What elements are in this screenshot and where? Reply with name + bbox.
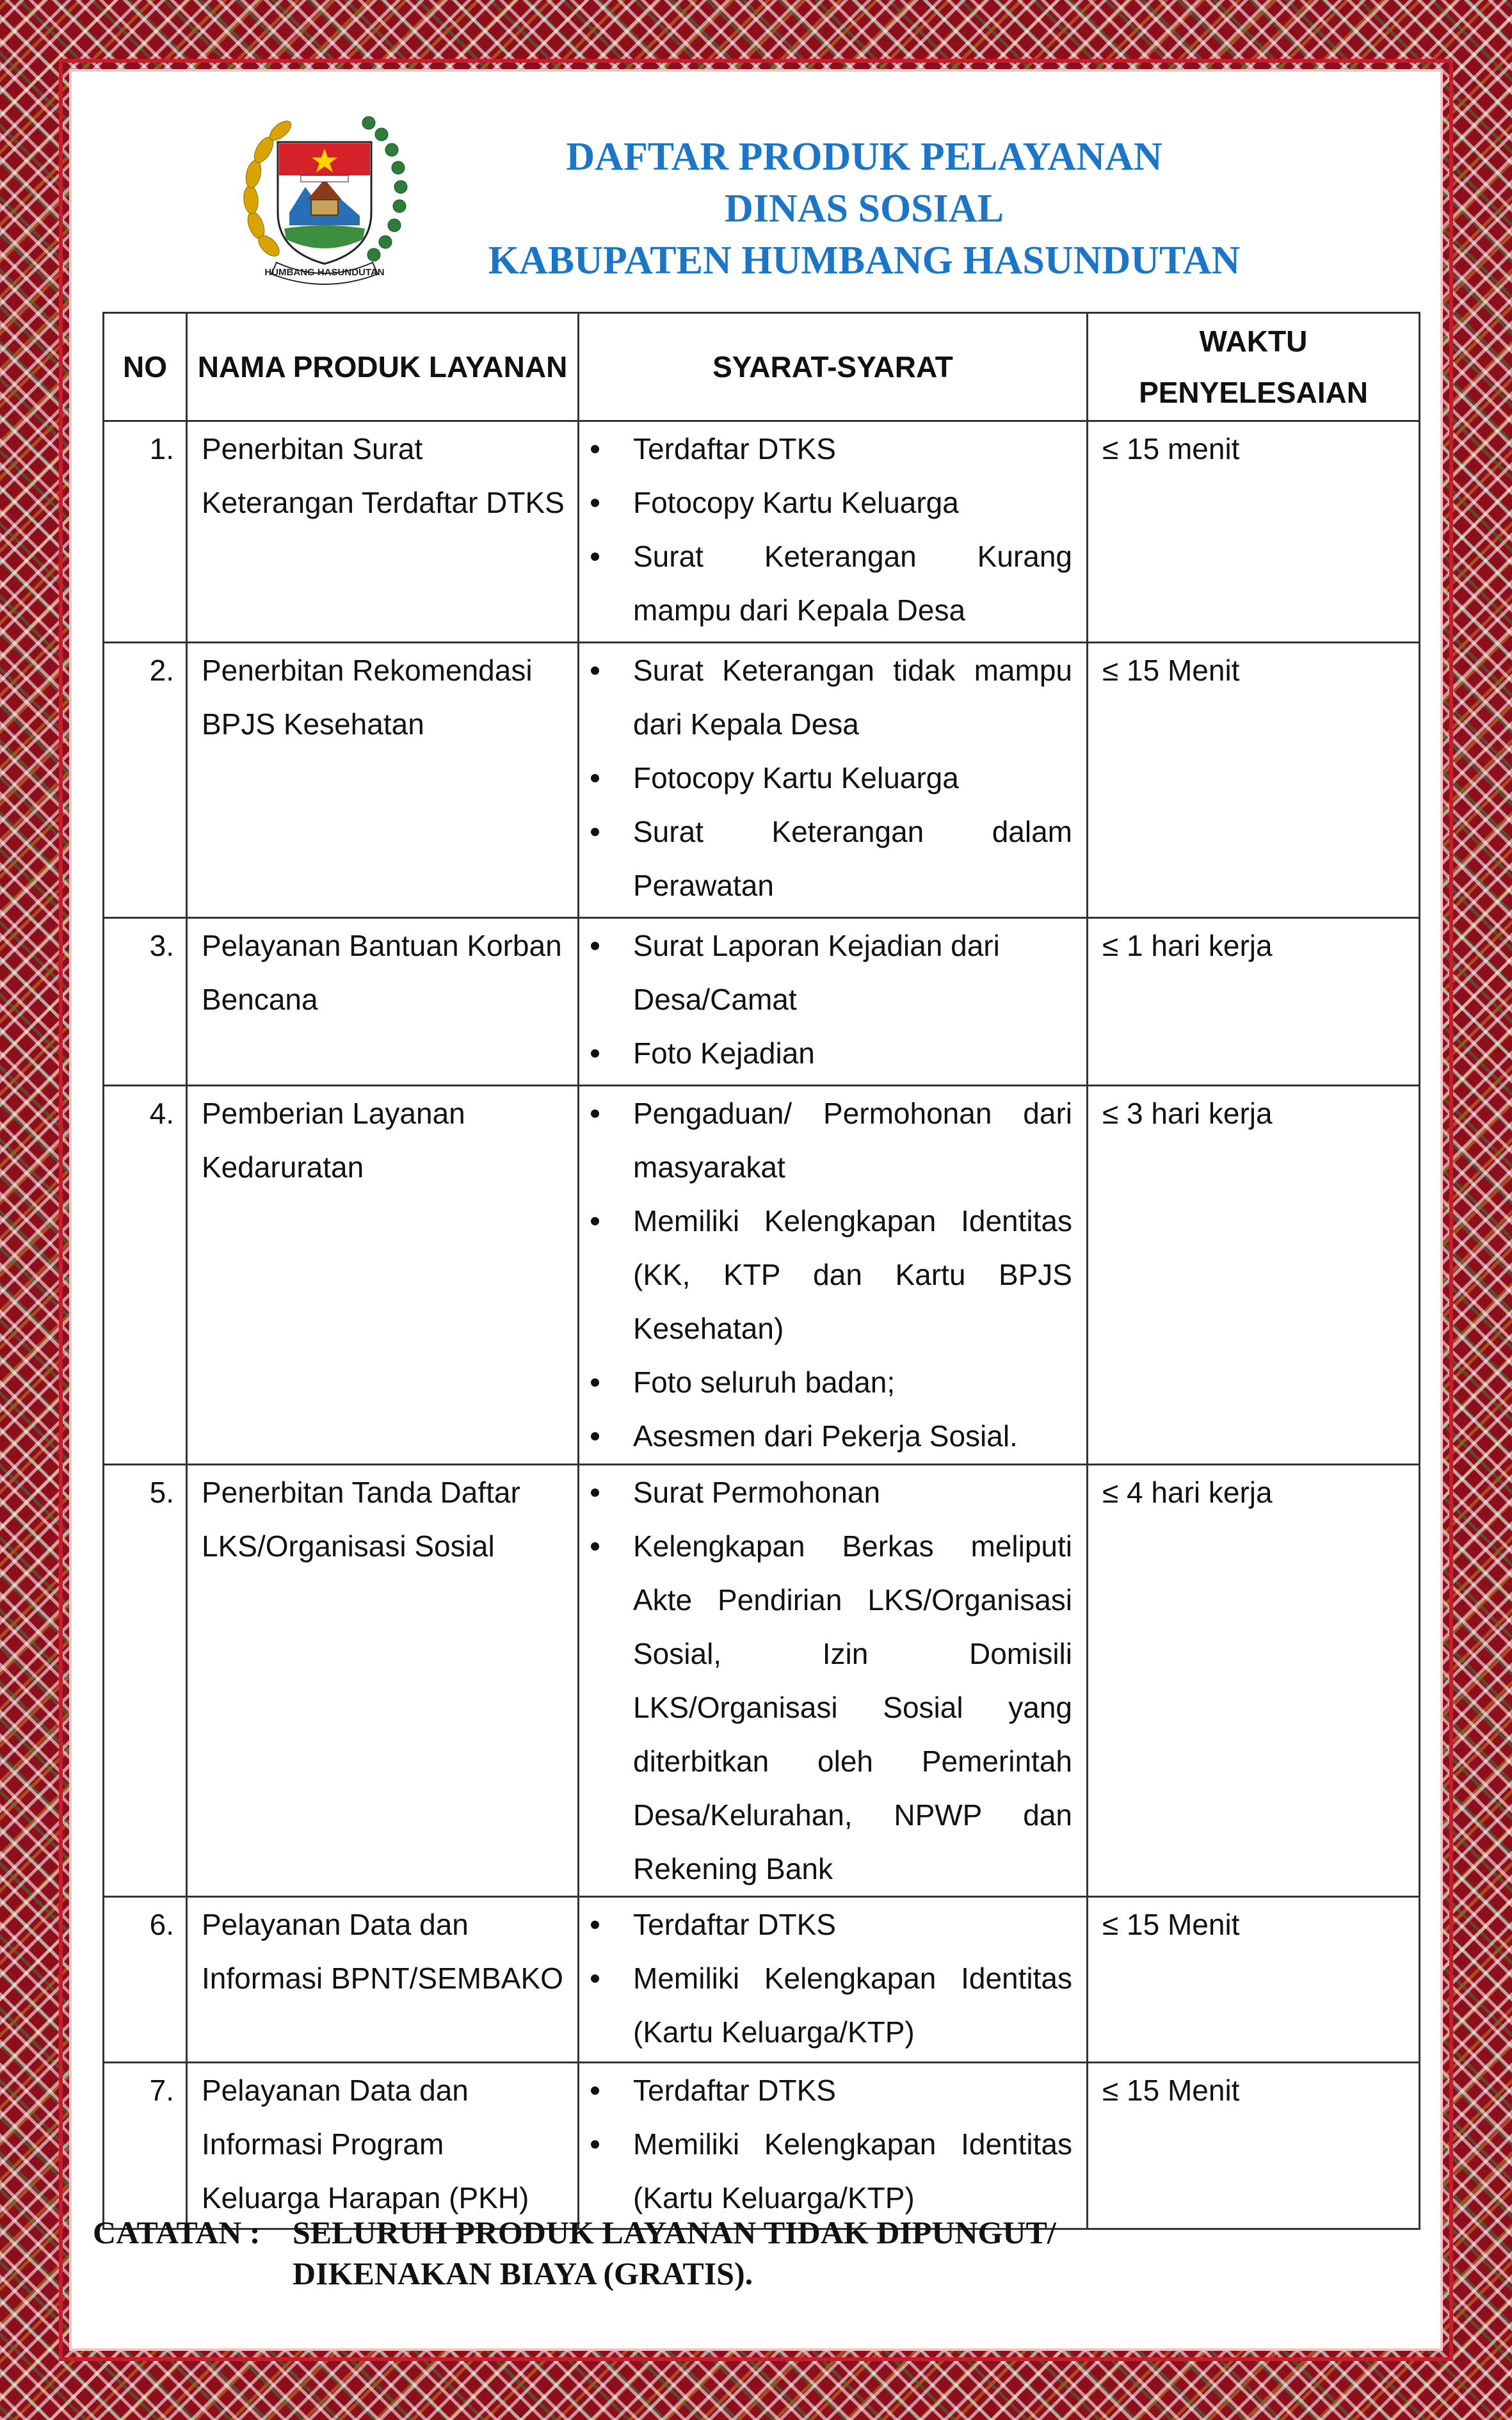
regency-emblem-icon <box>232 104 417 289</box>
requirements-list <box>588 919 1072 1080</box>
row-number: 3. <box>104 918 187 1086</box>
header-name: NAMA PRODUK LAYANAN <box>187 313 579 421</box>
requirement-item: Fotocopy Kartu Keluarga <box>588 751 1072 805</box>
table-row <box>104 2063 1420 2229</box>
header-line-1: DAFTAR PRODUK PELAYANAN <box>566 135 1162 179</box>
table-row <box>104 1465 1420 1897</box>
requirement-item: Memiliki Kelengkapan Identitas (Kartu Keluarga/KTP) <box>588 2117 1072 2225</box>
requirements-cell <box>579 643 1088 918</box>
requirement-item: Terdaftar DTKS <box>588 422 1072 476</box>
requirements-list <box>588 2063 1072 2225</box>
header-time-line-1: WAKTU <box>1199 325 1308 358</box>
requirement-item: Pengaduan/ Permohonan dari masyarakat <box>588 1086 1072 1194</box>
requirements-list <box>588 1086 1072 1463</box>
row-number: 7. <box>104 2063 187 2229</box>
requirements-cell <box>579 1086 1088 1465</box>
requirement-item: Kelengkapan Berkas meliputi Akte Pendirian LKS/Organisasi Sosial, Izin Domisili LKS/Organisasi Sosial yang diterbitkan oleh Pemerintah Desa/Kelurahan, NPWP dan Rekening Bank <box>588 1519 1072 1896</box>
completion-time: ≤ 3 hari kerja <box>1088 1086 1420 1465</box>
completion-time: ≤ 15 menit <box>1088 421 1420 643</box>
header-line-3: KABUPATEN HUMBANG HASUNDUTAN <box>488 239 1241 282</box>
requirement-item: Surat Laporan Kejadian dari Desa/Camat <box>588 919 1072 1026</box>
table-row <box>104 421 1420 643</box>
requirements-list <box>588 1898 1072 2059</box>
requirement-item: Terdaftar DTKS <box>588 1898 1072 1951</box>
table-header-row <box>104 313 1420 421</box>
completion-time: ≤ 4 hari kerja <box>1088 1465 1420 1897</box>
header-time-line-2: PENYELESAIAN <box>1139 376 1368 409</box>
table-row <box>104 1086 1420 1465</box>
requirement-item: Fotocopy Kartu Keluarga <box>588 476 1072 529</box>
requirements-list <box>588 643 1072 912</box>
completion-time: ≤ 15 Menit <box>1088 2063 1420 2229</box>
requirements-cell <box>579 918 1088 1086</box>
header-line-2: DINAS SOSIAL <box>725 187 1004 230</box>
row-number: 4. <box>104 1086 187 1465</box>
product-name: Penerbitan Rekomendasi BPJS Kesehatan <box>187 643 579 918</box>
requirement-item: Surat Keterangan dalam Perawatan <box>588 805 1072 912</box>
requirement-item: Surat Keterangan tidak mampu dari Kepala Desa <box>588 643 1072 751</box>
product-name: Pelayanan Data dan Informasi Program Keluarga Harapan (PKH) <box>187 2063 579 2229</box>
header-no: NO <box>104 313 187 421</box>
requirement-item: Foto seluruh badan; <box>588 1355 1072 1409</box>
note-line-1: SELURUH PRODUK LAYANAN TIDAK DIPUNGUT/ <box>293 2214 1056 2250</box>
requirements-list <box>588 422 1072 637</box>
note-line-2: DIKENAKAN BIAYA (GRATIS). <box>293 2255 753 2291</box>
requirement-item: Surat Permohonan <box>588 1465 1072 1519</box>
header-requirements: SYARAT-SYARAT <box>579 313 1088 421</box>
row-number: 5. <box>104 1465 187 1897</box>
table-row <box>104 1897 1420 2063</box>
note-label: CATATAN : <box>93 2214 261 2250</box>
requirements-cell <box>579 1465 1088 1897</box>
product-name: Pemberian Layanan Kedaruratan <box>187 1086 579 1465</box>
completion-time: ≤ 1 hari kerja <box>1088 918 1420 1086</box>
note-text <box>293 2212 1381 2294</box>
requirement-item: Terdaftar DTKS <box>588 2063 1072 2117</box>
product-name: Penerbitan Tanda Daftar LKS/Organisasi Sosial <box>187 1465 579 1897</box>
document-header <box>448 131 1280 287</box>
requirement-item: Memiliki Kelengkapan Identitas (Kartu Keluarga/KTP) <box>588 1951 1072 2059</box>
completion-time: ≤ 15 Menit <box>1088 643 1420 918</box>
row-number: 2. <box>104 643 187 918</box>
requirement-item: Memiliki Kelengkapan Identitas (KK, KTP dan Kartu BPJS Kesehatan) <box>588 1194 1072 1355</box>
product-name: Penerbitan Surat Keterangan Terdaftar DTKS <box>187 421 579 643</box>
header-time <box>1088 313 1420 421</box>
table-row <box>104 643 1420 918</box>
row-number: 1. <box>104 421 187 643</box>
requirements-cell <box>579 1897 1088 2063</box>
product-name: Pelayanan Data dan Informasi BPNT/SEMBAKO <box>187 1897 579 2063</box>
requirements-list <box>588 1465 1072 1896</box>
completion-time: ≤ 15 Menit <box>1088 1897 1420 2063</box>
requirement-item: Foto Kejadian <box>588 1026 1072 1080</box>
table-row <box>104 918 1420 1086</box>
requirements-cell <box>579 421 1088 643</box>
service-products-table <box>102 312 1420 2230</box>
requirement-item: Surat Keterangan Kurang mampu dari Kepala Desa <box>588 529 1072 637</box>
requirements-cell <box>579 2063 1088 2229</box>
product-name: Pelayanan Bantuan Korban Bencana <box>187 918 579 1086</box>
requirement-item: Asesmen dari Pekerja Sosial. <box>588 1409 1072 1463</box>
emblem-ribbon-text: HUMBANG HASUNDUTAN <box>264 267 385 278</box>
row-number: 6. <box>104 1897 187 2063</box>
